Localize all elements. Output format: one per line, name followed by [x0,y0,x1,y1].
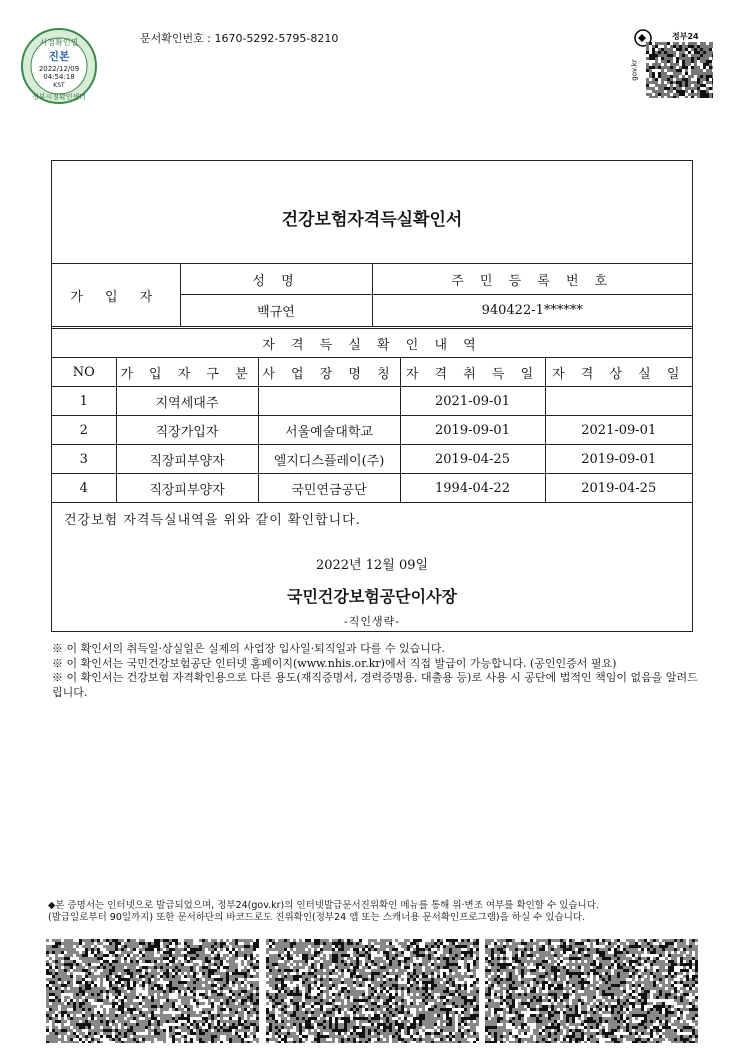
note-item: ※ 이 확인서의 취득일·상실일은 실제의 사업장 입사일·퇴직일과 다를 수 있습니다. [52,642,445,655]
row-lost-date [545,387,692,416]
footer-line-2: (발급일로부터 90일까지) 또한 문서하단의 바코드로도 진위확인(정부24 앱 또는 스캐너용 문서확인프로그램)을 하실 수 있습니다. [48,912,586,923]
history-title: 자 격 득 실 확 인 내 역 [52,329,692,358]
row-no: 4 [52,474,116,503]
seal-time: 04:54:18 [43,73,75,81]
row-acquired-date: 1994-04-22 [400,474,545,503]
row-lost-date: 2019-09-01 [545,445,692,474]
row-acquired-date: 2021-09-01 [400,387,545,416]
row-member-type: 직장피부양자 [116,474,258,503]
row-no: 2 [52,416,116,445]
row-no: 1 [52,387,116,416]
footer-line-1: ◆본 증명서는 인터넷으로 발급되었으며, 정부24(gov.kr)의 인터넷발급문서진위확인 메뉴를 통해 위·변조 여부를 확인할 수 있습니다. [48,900,599,911]
row-lost-date: 2021-09-01 [545,416,692,445]
row-acquired-date: 2019-04-25 [400,445,545,474]
issue-date: 2022년 12월 09일 [315,558,429,573]
row-no: 3 [52,445,116,474]
rrn-header: 주 민 등 록 번 호 [372,264,692,295]
col-header-workplace: 사 업 장 명 칭 [258,358,400,387]
col-header-lost-date: 자 격 상 실 일 [545,358,692,387]
member-rrn: 940422-1****** [372,295,692,327]
row-acquired-date: 2019-09-01 [400,416,545,445]
row-member-type: 직장피부양자 [116,445,258,474]
certificate-frame [51,160,693,632]
table-row [52,445,692,474]
seal-mark: 진본 [48,50,70,63]
table-row [52,416,692,445]
member-label: 가 입 자 [52,264,180,327]
issuer-name: 국민건강보험공단이사장 [286,587,458,606]
title-area [52,161,692,264]
seal-top-text: 시점확인필 [39,38,79,47]
footer-notice [48,900,599,924]
govkr-label: gov.kr [630,59,639,81]
notes-section [52,642,702,700]
name-header: 성 명 [180,264,372,295]
gov24-logo-label: 정부24 [672,32,699,41]
row-member-type: 지역세대주 [116,387,258,416]
col-header-no: NO [52,358,116,387]
note-item: ※ 이 확인서는 국민건강보험공단 인터넷 홈페이지(www.nhis.or.kr)에서 직접 발급이 가능합니다. (공인인증서 필요) [52,656,617,670]
qualification-history-table [52,328,692,503]
document-confirmation-number: 문서확인번호 : 1670-5292-5795-8210 [140,32,339,45]
table-row [52,387,692,416]
row-member-type: 직장가입자 [116,416,258,445]
seal-bottom-text: 정부시점확인센터 [31,93,87,101]
document-title: 건강보험자격득실확인서 [281,210,463,230]
seal-omitted-note: -직인생략- [344,615,400,628]
row-workplace: 서울예술대학교 [258,416,400,445]
confirmation-statement: 건강보험 자격득실내역을 위와 같이 확인합니다. [64,513,361,528]
document-barcode-1 [46,939,259,1043]
col-header-member-type: 가 입 자 구 분 [116,358,258,387]
col-header-acquired-date: 자 격 취 득 일 [400,358,545,387]
member-name: 백규연 [180,295,372,327]
row-lost-date: 2019-04-25 [545,474,692,503]
document-barcode-2 [266,939,479,1043]
row-workplace: 국민연금공단 [258,474,400,503]
document-barcode-3 [485,939,698,1043]
authenticity-seal [20,27,98,105]
table-row [52,474,692,503]
seal-timezone: KST [53,82,65,89]
note-item: ※ 이 확인서는 건강보험 자격확인용으로 다른 용도(재직증명서, 경력증명용, 대출용 등)로 사용 시 공단에 법적인 책임이 없음을 알려드립니다. [52,671,698,699]
seal-date: 2022/12/09 [38,65,80,73]
member-info-table [52,263,692,327]
row-workplace: 엘지디스플레이(주) [258,445,400,474]
row-workplace [258,387,400,416]
